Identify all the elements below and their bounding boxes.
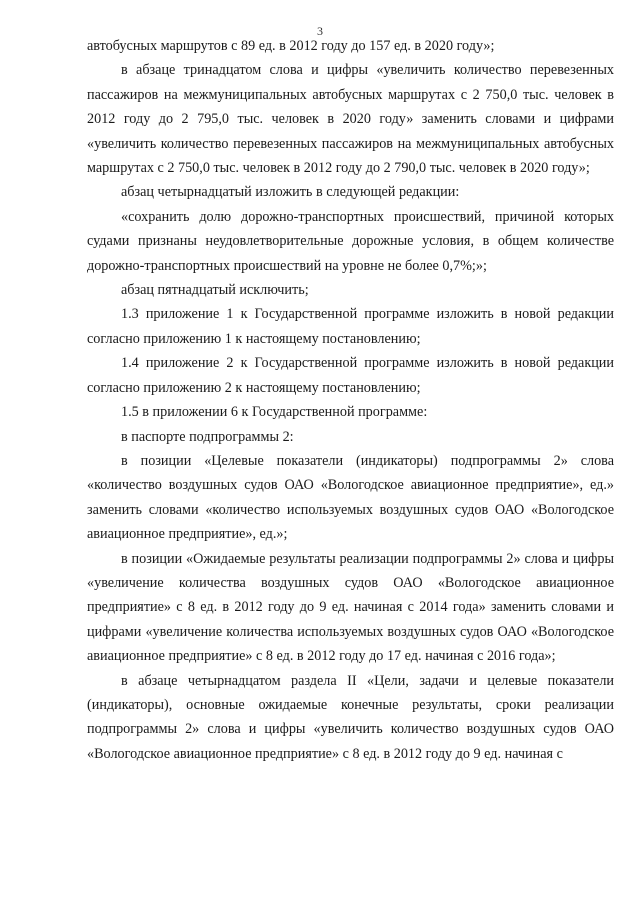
paragraph: в позиции «Ожидаемые результаты реализации подпрограммы 2» слова и цифры «увеличение количества воздушных судов ОАО «Вологодское авиационное предприятие» с 8 ед. в 2012 году до 9 ед. начиная с 2014 года» заменить словами и цифрами «увеличение количества используемых воздушных судов ОАО «Вологодское авиационное предприятие» с 8 ед. в 2012 году до 17 ед. начиная с 2016 года»; [87,550,614,665]
paragraph: в абзаце четырнадцатом раздела II «Цели, задачи и целевые показатели (индикаторы), основные ожидаемые конечные результаты, сроки реализации подпрограммы 2» слова и цифры «увеличить количество воздушных судов ОАО «Вологодское авиационное предприятие» с 8 ед. в 2012 году до 9 ед. начиная с [87,672,614,762]
paragraph: абзац четырнадцатый изложить в следующей редакции: [121,184,460,201]
document-body [87,34,614,766]
paragraph: 1.5 в приложении 6 к Государственной программе: [121,404,428,421]
paragraph: 1.4 приложение 2 к Государственной программе изложить в новой редакции согласно приложению 2 к настоящему постановлению; [87,355,614,396]
paragraph: в паспорте подпрограммы 2: [121,428,294,445]
paragraph: в позиции «Целевые показатели (индикаторы) подпрограммы 2» слова «количество воздушных судов ОАО «Вологодское авиационное предприятие», ед.» заменить словами «количество используемых воздушных судов ОАО «Вологодское авиационное предприятие», ед.»; [87,452,614,543]
page-number: 3 [317,24,323,38]
paragraph: автобусных маршрутов с 89 ед. в 2012 году до 157 ед. в 2020 году»; [87,38,495,54]
paragraph: «сохранить долю дорожно-транспортных происшествий, причиной которых судами признаны неудовлетворительные дорожные условия, в общем количестве дорожно-транспортных происшествий на уровне не более 0,7%;»; [87,208,614,274]
paragraph: 1.3 приложение 1 к Государственной программе изложить в новой редакции согласно приложению 1 к настоящему постановлению; [87,306,614,347]
paragraph: в абзаце тринадцатом слова и цифры «увеличить количество перевезенных пассажиров на межмуниципальных автобусных маршрутах с 2 750,0 тыс. человек в 2012 году до 2 795,0 тыс. человек в 2020 году» заменить словами и цифрами «увеличить количество перевезенных пассажиров на межмуниципальных автобусных маршрутах с 2 750,0 тыс. человек в 2012 году до 2 790,0 тыс. человек в 2020 году»; [87,62,614,177]
paragraph: абзац пятнадцатый исключить; [121,282,309,299]
